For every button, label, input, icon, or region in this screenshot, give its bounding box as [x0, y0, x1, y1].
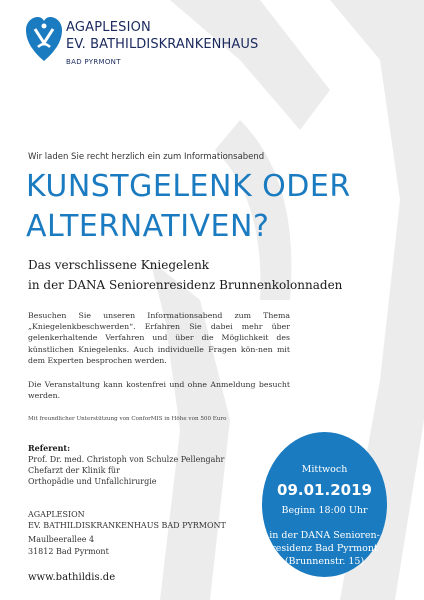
referent-label: Referent: — [28, 443, 71, 453]
org-location: BAD PYRMONT — [66, 58, 121, 66]
address-line2: EV. BATHILDISKRANKENHAUS BAD PYRMONT — [28, 521, 226, 530]
admission-paragraph: Die Veranstaltung kann kostenfrei und ohne Anmeldung besucht werden. — [28, 380, 290, 401]
main-title-line2: ALTERNATIVEN? — [26, 209, 270, 244]
event-location-line1: in der DANA Senioren- — [269, 530, 380, 541]
website-link[interactable]: www.bathildis.de — [28, 572, 116, 583]
address-city: 31812 Bad Pyrmont — [28, 547, 109, 556]
referent-role-line1: Chefarzt der Klinik für — [28, 466, 120, 475]
address-line1: AGAPLESION — [28, 510, 85, 519]
invitation-text: Wir laden Sie recht herzlich ein zum Informationsabend — [28, 152, 265, 162]
subtitle-line1: Das verschlissene Kniegelenk — [28, 258, 210, 272]
sponsor-note: Mit freundlicher Unterstützung von ConforMIS in Höhe von 500 Euro — [28, 416, 227, 422]
agaplesion-logo-icon — [26, 17, 62, 63]
org-name-line1: AGAPLESION — [66, 20, 151, 35]
org-name-line2: EV. BATHILDISKRANKENHAUS — [66, 37, 259, 52]
event-date: 09.01.2019 — [277, 481, 372, 499]
referent-role-line2: Orthopädie und Unfallchirurgie — [28, 477, 157, 486]
event-weekday: Mittwoch — [301, 464, 348, 475]
event-location-line2: residenz Bad Pyrmont — [271, 543, 378, 554]
event-time: Beginn 18:00 Uhr — [281, 505, 368, 516]
description-paragraph: Besuchen Sie unseren Informationsabend zum Thema „Kniegelenkbeschwerden“. Erfahren Sie dabei mehr über gelenkerhaltende Verfahren und über die Möglichkeit des künstlichen Kniegelenks. Auch individuelle Fragen kön-nen mit dem Experten besprochen werden. — [28, 311, 290, 365]
referent-name: Prof. Dr. med. Christoph von Schulze Pellengahr — [28, 455, 225, 464]
event-location-line3: (Brunnenstr. 15) — [284, 556, 365, 567]
address-street: Maulbeerallee 4 — [28, 535, 95, 544]
subtitle-line2: in der DANA Seniorenresidenz Brunnenkolonnaden — [28, 278, 343, 292]
main-title-line1: KUNSTGELENK ODER — [26, 169, 351, 204]
